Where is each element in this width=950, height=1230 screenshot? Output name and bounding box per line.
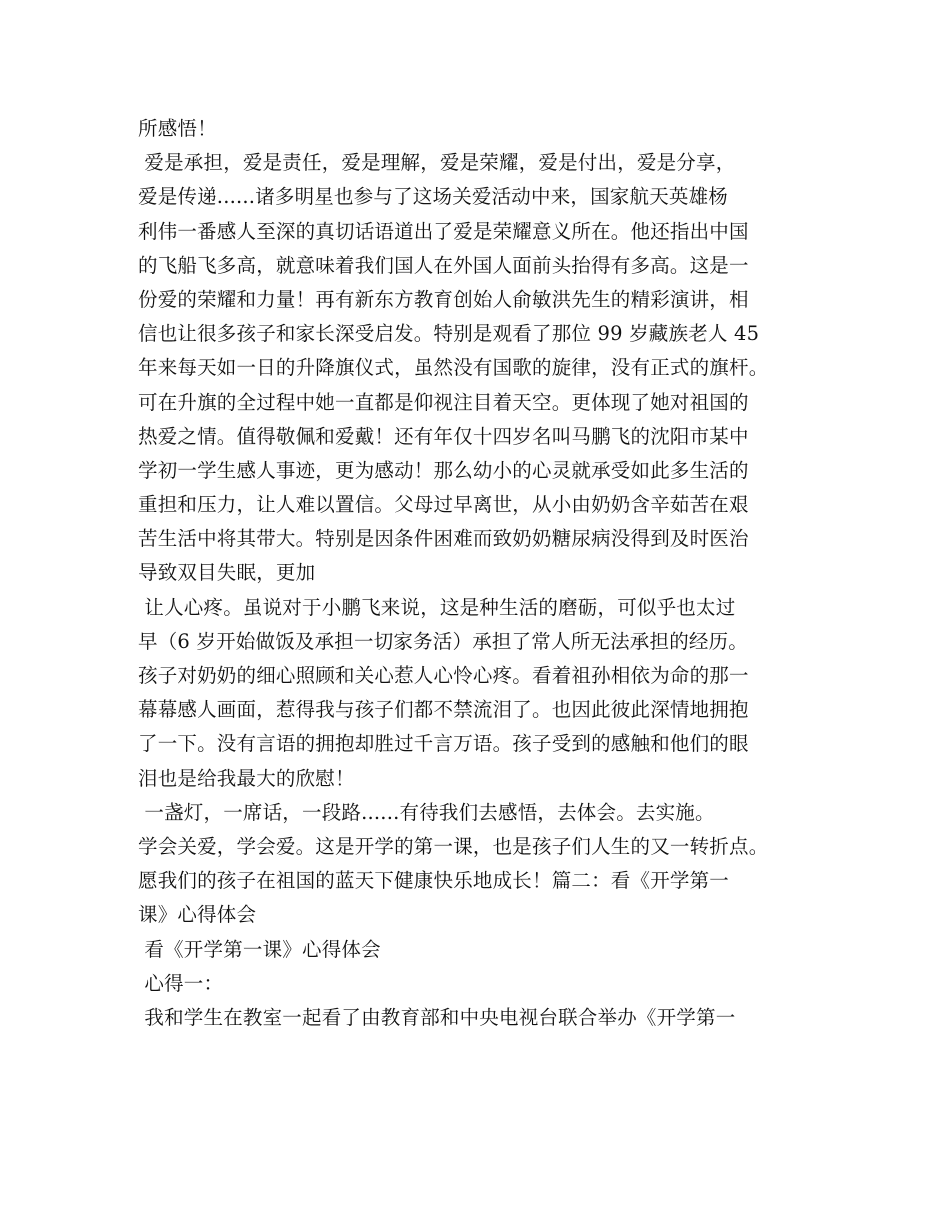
text-line: 导致双目失眠，更加 [138, 561, 316, 585]
text-line: 信也让很多孩子和家长深受启发。特别是观看了那位 99 岁藏族老人 45 [138, 322, 760, 346]
text-line: 利伟一番感人至深的真切话语道出了爱是荣耀意义所在。他还指出中国 [138, 219, 749, 243]
text-line: 可在升旗的全过程中她一直都是仰视注目着天空。更体现了她对祖国的 [138, 390, 749, 414]
text-line: 幕幕感人画面，惹得我与孩子们都不禁流泪了。也因此彼此深情地拥抱 [138, 698, 749, 722]
text-line: 的飞船飞多高，就意味着我们国人在外国人面前头抬得有多高。这是一 [138, 253, 749, 277]
text-line: 了一下。没有言语的拥抱却胜过千言万语。孩子受到的感触和他们的眼 [138, 732, 749, 756]
text-line: 学会关爱，学会爱。这是开学的第一课，也是孩子们人生的又一转折点。 [138, 834, 769, 858]
text-line: 学初一学生感人事迹，更为感动！那么幼小的心灵就承受如此多生活的 [138, 458, 749, 482]
text-line: 一盏灯，一席话，一段路......有待我们去感悟，去体会。去实施。 [138, 800, 715, 824]
text-line: 爱是承担，爱是责任，爱是理解，爱是荣耀，爱是付出，爱是分享， [138, 151, 736, 175]
text-line: 重担和压力，让人难以置信。父母过早离世，从小由奶奶含辛茹苦在艰 [138, 493, 749, 517]
text-line: 我和学生在教室一起看了由教育部和中央电视台联合举办《开学第一 [138, 1005, 736, 1029]
text-line: 让人心疼。虽说对于小鹏飞来说，这是种生活的磨砺，可似乎也太过 [138, 595, 736, 619]
text-line: 份爱的荣耀和力量！再有新东方教育创始人俞敏洪先生的精彩演讲，相 [138, 287, 749, 311]
text-line: 泪也是给我最大的欣慰！ [138, 766, 355, 790]
text-line: 课》心得体会 [138, 903, 257, 927]
text-line: 心得一： [138, 971, 224, 995]
text-line: 早（6 岁开始做饭及承担一切家务活）承担了常人所无法承担的经历。 [138, 629, 749, 653]
text-line: 所感悟！ [138, 117, 217, 140]
text-line: 孩子对奶奶的细心照顾和关心惹人心怜心疼。看着祖孙相依为命的那一 [138, 664, 749, 687]
body-text [138, 112, 828, 1035]
text-line: 愿我们的孩子在祖国的蓝天下健康快乐地成长！篇二：看《开学第一 [138, 869, 730, 893]
text-line: 爱是传递......诸多明星也参与了这场关爱活动中来，国家航天英雄杨 [138, 185, 728, 209]
text-line: 年来每天如一日的升降旗仪式，虽然没有国歌的旋律，没有正式的旗杆。 [138, 356, 769, 380]
text-line: 热爱之情。值得敬佩和爱戴！还有年仅十四岁名叫马鹏飞的沈阳市某中 [138, 424, 749, 448]
text-line: 苦生活中将其带大。特别是因条件困难而致奶奶糖尿病没得到及时医治 [138, 527, 749, 551]
text-line: 看《开学第一课》心得体会 [138, 937, 381, 961]
